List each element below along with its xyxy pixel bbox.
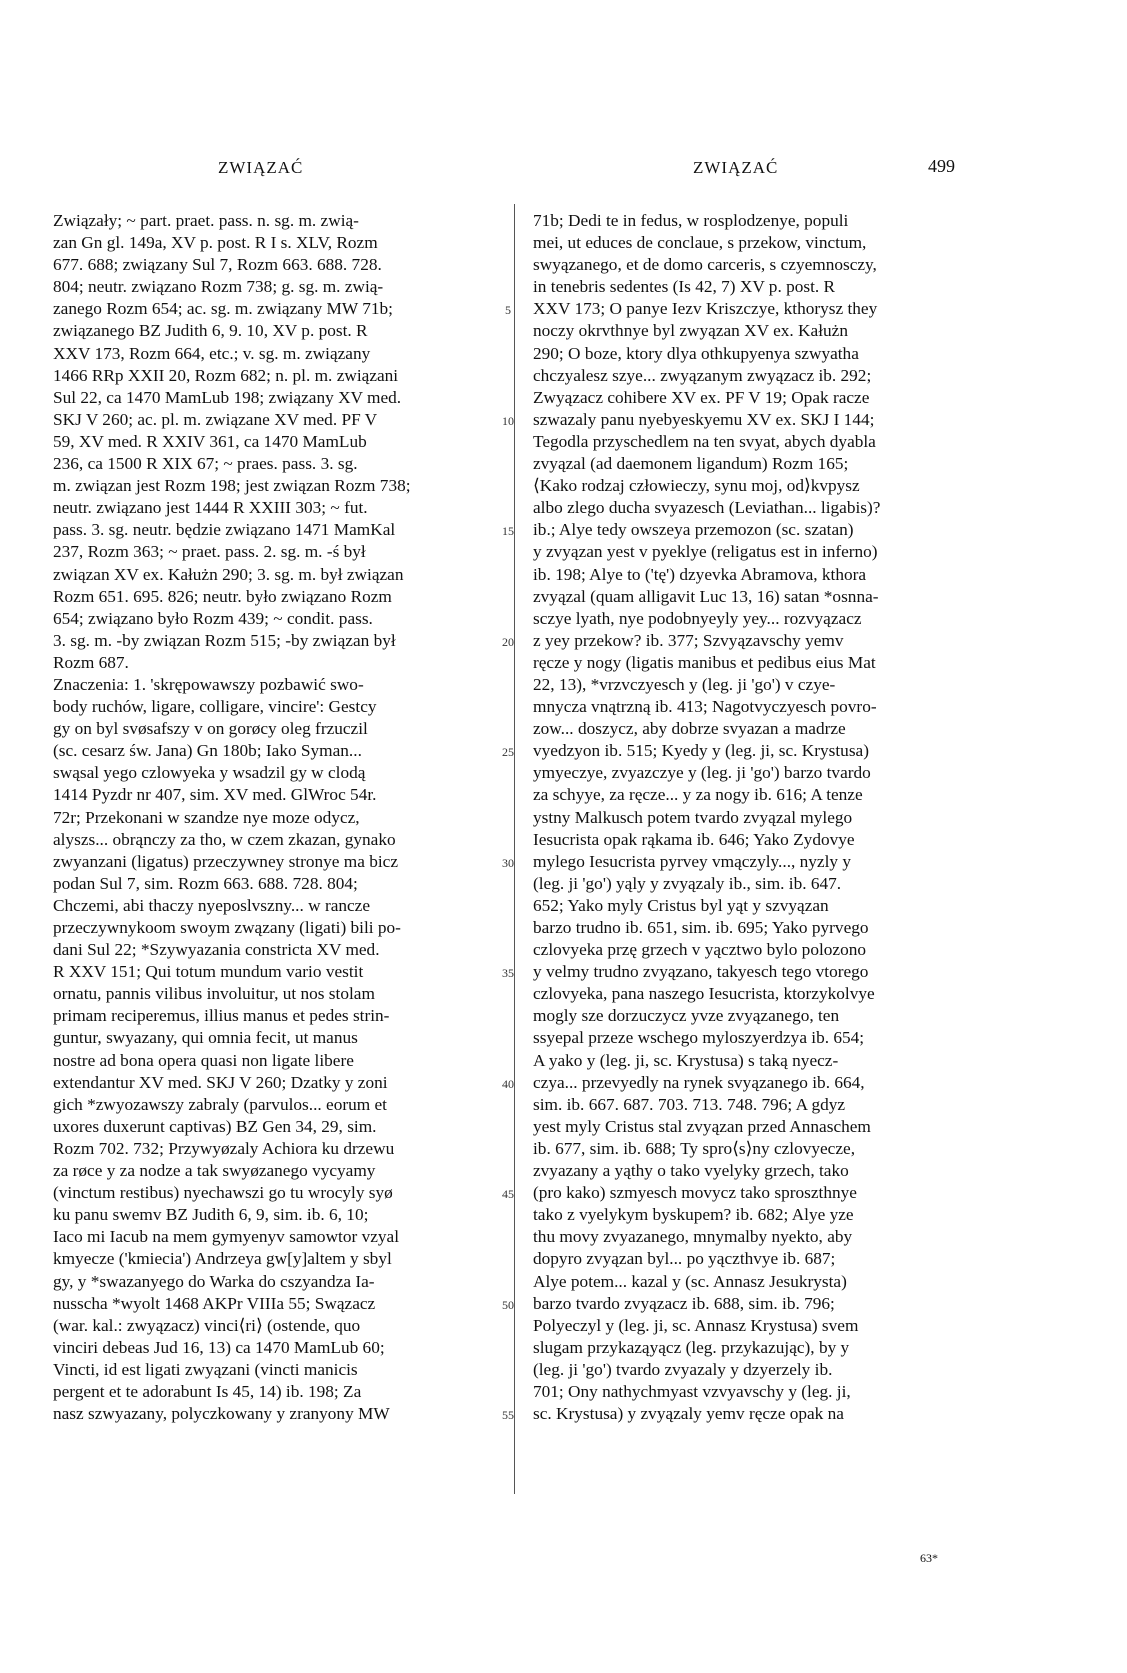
text-line: Alye potem... kazal y (sc. Annasz Jesukrysta) [533, 1271, 847, 1291]
text-line: sczye lyath, nye podobnyeyly yey... rozvyązacz [533, 608, 862, 628]
text-line: Związały; ~ part. praet. pass. n. sg. m. zwią- [53, 211, 359, 230]
text-line: mnycza vnątrzną ib. 413; Nagotvyczyesch povro- [533, 697, 877, 717]
text-line: 654; związano było Rozm 439; ~ condit. pass. [53, 608, 373, 628]
text-line: sim. ib. 667. 687. 703. 713. 748. 796; A gdyz [533, 1094, 846, 1114]
text-line: 1466 RRp XXII 20, Rozm 682; n. pl. m. związani [53, 365, 399, 385]
text-line: Sul 22, ca 1470 MamLub 198; związany XV med. [53, 387, 402, 407]
line-number: 45 [502, 1187, 514, 1202]
text-line: barzo trudno ib. 651, sim. ib. 695; Yako pyrvego [533, 918, 869, 937]
text-line: Zwyązacz cohibere XV ex. PF V 19; Opak racze [533, 387, 870, 407]
text-line: 237, Rozm 363; ~ praet. pass. 2. sg. m. -ś był [53, 542, 366, 562]
text-line: thu movy zvyazanego, mnymalby nyekto, aby [533, 1227, 853, 1247]
text-line: guntur, swyazany, qui omnia fecit, ut manus [53, 1028, 358, 1048]
text-line: za røce y za nodze a tak swyøzanego vycyamy [53, 1161, 376, 1181]
text-line: dopyro zvyązan byl... po yączthvye ib. 687; [533, 1249, 836, 1269]
text-line: pass. 3. sg. neutr. będzie związano 1471 MamKal [53, 520, 396, 540]
text-line: nasz szwyazany, polyczkowany y zranyony MW [53, 1404, 390, 1424]
text-line: 22, 13), *vrzvczyesch y (leg. ji 'go') v czye- [533, 674, 836, 694]
text-line: body ruchów, ligare, colligare, vincire': Gestcy [53, 697, 377, 717]
text-line: primam reciperemus, illius manus et pedes strin- [53, 1006, 390, 1026]
text-line: zanego Rozm 654; ac. sg. m. związany MW 71b; [53, 299, 393, 319]
text-line: Rozm 687. [53, 652, 129, 672]
text-line: y velmy trudno zvyązano, takyesch tego vtorego [533, 962, 869, 982]
line-number: 30 [502, 855, 514, 870]
text-line: 804; neutr. związano Rozm 738; g. sg. m. zwią- [53, 277, 384, 297]
text-line: yest myly Cristus stal zvyązan przed Annaschem [533, 1116, 871, 1136]
text-line: mylego Iesucrista pyrvey vmączyly..., nyzly y [533, 851, 852, 871]
text-line: Znaczenia: 1. 'skrępowawszy pozbawić swo- [53, 674, 364, 694]
text-line: 72r; Przekonani w szandze nye moze odycz, [53, 807, 360, 827]
footer-signature: 63* [920, 1551, 938, 1565]
text-line: 652; Yako myly Cristus byl yąt y szvyązan [533, 895, 829, 915]
text-line: Polyeczyl y (leg. ji, sc. Annasz Krystusa) svem [533, 1315, 859, 1335]
text-line: uxores duxerunt captivas) BZ Gen 34, 29, sim. [53, 1116, 377, 1136]
text-line: związan XV ex. Kałużn 290; 3. sg. m. był związan [53, 564, 404, 584]
text-line: 290; O boze, ktory dlya othkupyenya szwyatha [533, 343, 859, 363]
page-header-left: ZWIĄZAĆ [218, 158, 304, 177]
text-line: ymyeczye, zvyazczye y (leg. ji 'go') barzo tvardo [533, 763, 871, 783]
text-line: kmyecze ('kmiecia') Andrzeya gw[y]altem y sbyl [53, 1249, 392, 1269]
text-line: zwyanzani (ligatus) przeczywney stronye ma bicz [53, 851, 398, 871]
text-line: zvyązal (ad daemonem ligandum) Rozm 165; [533, 454, 849, 474]
text-line: vyedzyon ib. 515; Kyedy y (leg. ji, sc. Krystusa) [533, 741, 869, 761]
line-number: 35 [502, 966, 514, 981]
text-line: (sc. cesarz św. Jana) Gn 180b; Iako Syman... [53, 741, 362, 761]
text-line: związanego BZ Judith 6, 9. 10, XV p. post. R [53, 321, 368, 341]
text-line: Chczemi, abi thaczy nyeposlvszny... w rancze [53, 895, 371, 915]
line-number: 55 [502, 1408, 514, 1423]
left-column [53, 210, 481, 1425]
text-line: ornatu, pannis vilibus involuitur, ut nos stolam [53, 984, 375, 1004]
text-line: gy on byl svøsafszy v on gorøcy oleg frzuczil [53, 719, 368, 739]
text-line: ib. 198; Alye to ('tę') dzyevka Abramova, kthora [533, 564, 867, 584]
text-line: alyszs... obrąnczy za tho, w czem zkazan, gynako [53, 829, 396, 849]
text-line: R XXV 151; Qui totum mundum vario vestit [53, 962, 364, 982]
line-number: 10 [502, 413, 514, 428]
text-line: 59, XV med. R XXIV 361, ca 1470 MamLub [53, 431, 367, 451]
text-line: XXV 173, Rozm 664, etc.; v. sg. m. związany [53, 343, 371, 363]
line-number: 5 [505, 303, 511, 318]
text-line: in tenebris sedentes (Is 42, 7) XV p. post. R [533, 277, 836, 297]
line-number: 15 [502, 524, 514, 539]
text-line: tako z vyelykym byskupem? ib. 682; Alye yze [533, 1205, 854, 1225]
text-line: Rozm 702. 732; Przywyøzaly Achiora ku drzewu [53, 1138, 395, 1158]
text-line: (vinctum restibus) nyechawszi go tu wrocyly syø [53, 1183, 393, 1203]
text-line: XXV 173; O panye Iezv Kriszczye, kthorysz they [533, 299, 878, 319]
page-header-right: ZWIĄZAĆ [693, 158, 779, 177]
text-line: 236, ca 1500 R XIX 67; ~ praes. pass. 3. sg. [53, 454, 358, 474]
text-line: vinciri debeas Jud 16, 13) ca 1470 MamLub 60; [53, 1337, 385, 1357]
line-number: 25 [502, 745, 514, 760]
text-line: ⟨Kako rodzaj człowieczy, synu moj, od⟩kvpysz [533, 476, 860, 496]
text-line: slugam przykaząyącz (leg. przykazując), by y [533, 1337, 850, 1357]
right-column [533, 210, 961, 1425]
text-line: mei, ut educes de conclaue, s przekow, vinctum, [533, 233, 867, 253]
text-line: 3. sg. m. -by związan Rozm 515; -by związan był [53, 630, 396, 650]
text-line: z yey przekow? ib. 377; Szvyązavschy yemv [533, 630, 844, 650]
text-line: nusscha *wyolt 1468 AKPr VIIIa 55; Swązacz [53, 1293, 376, 1313]
text-line: mogly sze dorzuczycz yvze zvyązanego, ten [533, 1006, 840, 1026]
text-line: A yako y (leg. ji, sc. Krystusa) s taką nyecz- [533, 1050, 839, 1070]
text-line: dani Sul 22; *Szywyazania constricta XV med. [53, 940, 380, 960]
text-line: chczyalesz szye... zwyązanym zwyązacz ib. 292; [533, 365, 872, 385]
text-line: Tegodla przyschedlem na ten svyat, abych dyabla [533, 431, 876, 451]
text-line: pergent et te adorabunt Is 45, 14) ib. 198; Za [53, 1381, 362, 1401]
text-line: swyązanego, et de domo carceris, s czyemnosczy, [533, 255, 877, 275]
text-line: szwazaly panu nyebyeskyemu XV ex. SKJ I 144; [533, 409, 875, 429]
text-line: sc. Krystusa) y zvyązaly yemv ręcze opak na [533, 1404, 844, 1424]
text-line: za schyye, za ręcze... y za nogy ib. 616; A tenze [533, 785, 863, 805]
text-line: czlovyeka przę grzech v yącztwo bylo polozono [533, 940, 867, 960]
text-line: Rozm 651. 695. 826; neutr. było związano Rozm [53, 586, 392, 606]
line-number: 20 [502, 634, 514, 649]
text-line: extendantur XV med. SKJ V 260; Dzatky y zoni [53, 1072, 388, 1092]
text-line: zvyazany a yąthy o tako vyelyky grzech, tako [533, 1161, 849, 1181]
text-line: ręcze y nogy (ligatis manibus et pedibus eius Mat [533, 652, 876, 672]
text-line: (pro kako) szmyesch movycz tako sproszthnye [533, 1183, 857, 1203]
text-line: noczy okrvthnye byl zwyązan XV ex. Kałużn [533, 321, 848, 341]
text-line: (leg. ji 'go') yąly y zvyązaly ib., sim. ib. 647. [533, 873, 842, 893]
text-line: SKJ V 260; ac. pl. m. związane XV med. PF V [53, 409, 378, 429]
text-line: m. związan jest Rozm 198; jest związan Rozm 738; [53, 476, 411, 496]
text-line: Iaco mi Iacub na mem gymyenyv samowtor vzyal [53, 1227, 399, 1247]
text-line: y zvyązan yest v pyeklye (religatus est in inferno) [533, 542, 878, 562]
text-line: przeczywnykoom swoym zwązany (ligati) bili po- [53, 918, 401, 937]
text-line: ssyepal przeze wschego myloszyerdzya ib. 654; [533, 1028, 865, 1048]
text-line: gy, y *swazanyego do Warka do cszyandza Ia- [53, 1271, 375, 1291]
text-line: (war. kal.: zwyązacz) vinci⟨ri⟩ (ostende, quo [53, 1315, 361, 1335]
text-line: ib.; Alye tedy owszeya przemozon (sc. szatan) [533, 520, 854, 540]
text-line: ib. 677, sim. ib. 688; Ty spro⟨s⟩ny czlovyecze, [533, 1138, 856, 1158]
text-line: podan Sul 7, sim. Rozm 663. 688. 728. 804; [53, 873, 358, 893]
text-line: nostre ad bona opera quasi non ligate libere [53, 1050, 354, 1070]
text-line: albo zlego ducha svyazesch (Leviathan... ligabis)? [533, 498, 881, 518]
text-line: zan Gn gl. 149a, XV p. post. R I s. XLV, Rozm [53, 233, 378, 253]
text-line: Iesucrista opak rąkama ib. 646; Yako Zydovye [533, 829, 855, 849]
line-number: 50 [502, 1297, 514, 1312]
line-number: 40 [502, 1076, 514, 1091]
text-line: 701; Ony nathychmyast vzvyavschy y (leg. ji, [533, 1381, 851, 1401]
text-line: swąsal yego czlowyeka y wsadzil gy w clodą [53, 763, 366, 783]
page-number: 499 [928, 156, 955, 176]
text-line: czlovyeka, pana naszego Iesucrista, ktorzykolvye [533, 984, 875, 1004]
text-line: barzo tvardo zvyązacz ib. 688, sim. ib. 796; [533, 1293, 835, 1313]
text-line: gich *zwyozawszy zabraly (parvulos... eorum et [53, 1094, 387, 1114]
text-line: ku panu swemv BZ Judith 6, 9, sim. ib. 6, 10; [53, 1205, 369, 1225]
text-line: neutr. związano jest 1444 R XXIII 303; ~ fut. [53, 498, 368, 518]
text-line: zvyązal (quam alligavit Luc 13, 16) satan *osnna- [533, 586, 879, 606]
text-line: czya... przevyedly na rynek svyązanego ib. 664, [533, 1072, 865, 1092]
text-line: zow... doszycz, aby dobrze svyazan a madrze [533, 719, 846, 739]
text-line: (leg. ji 'go') tvardo zvyazaly y dzyerzely ib. [533, 1359, 833, 1379]
text-line: ystny Malkusch potem tvardo zvyązal mylego [533, 807, 853, 827]
text-line: 1414 Pyzdr nr 407, sim. XV med. GlWroc 54r. [53, 785, 377, 805]
text-line: 71b; Dedi te in fedus, w rosplodzenye, populi [533, 211, 849, 230]
text-line: Vincti, id est ligati zwyązani (vincti manicis [53, 1359, 358, 1379]
text-line: 677. 688; związany Sul 7, Rozm 663. 688. 728. [53, 255, 382, 275]
